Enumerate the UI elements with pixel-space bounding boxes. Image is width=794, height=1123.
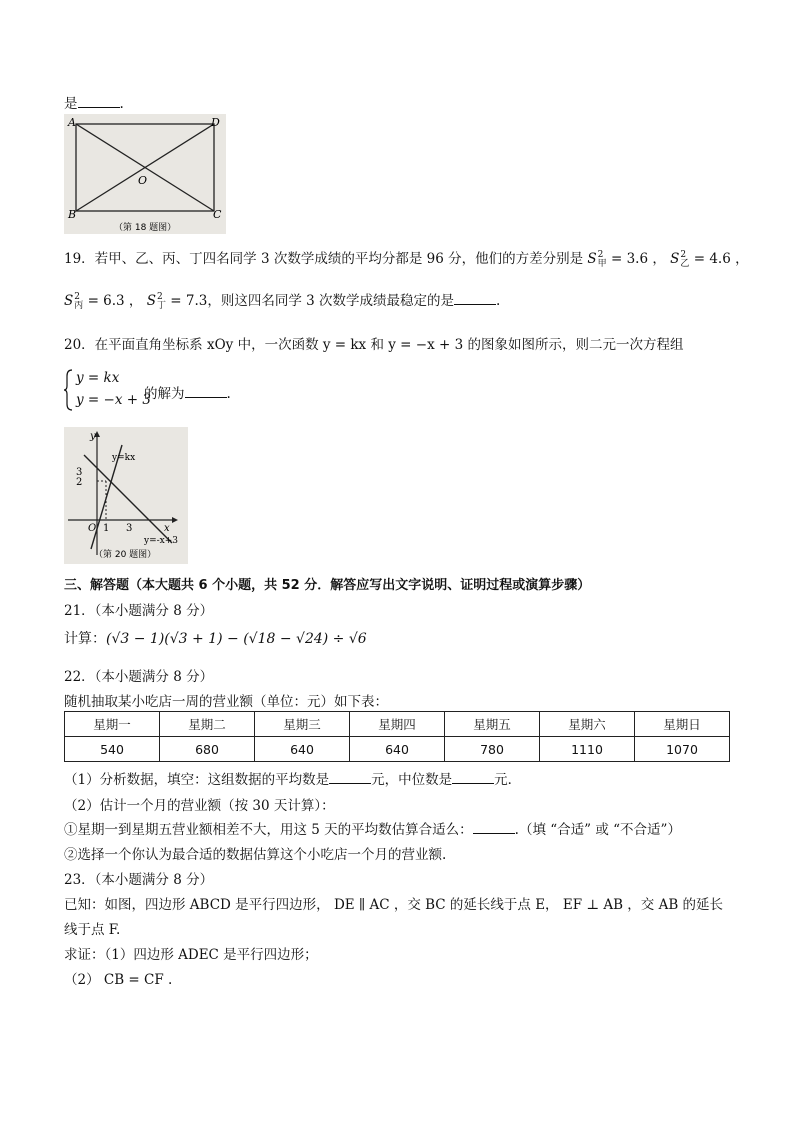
q23-head: 23．（本小题满分 8 分） bbox=[64, 872, 214, 888]
tick-1: 1 bbox=[103, 523, 110, 534]
q22-intro: 随机抽取某小吃店一周的营业额（单位：元）如下表： bbox=[64, 694, 388, 710]
q21-expression: 计算：(√3 − 1)(√3 + 1) − (√18 − √24) ÷ √6 bbox=[64, 631, 367, 647]
origin-label: O bbox=[88, 523, 97, 534]
q23-line4: （2） CB = CF . bbox=[64, 972, 173, 988]
answer-blank bbox=[329, 771, 371, 784]
q19-line2: S2 丙 = 6.3 ， S2 丁 = 7.3，则这四名同学 3 次数学成绩最稳定的是 . bbox=[64, 291, 501, 311]
line-neg-label: y=-x+3 bbox=[144, 536, 179, 546]
table-header-row bbox=[65, 712, 730, 737]
header-cell: 星期六 bbox=[540, 712, 635, 737]
label-d: D bbox=[211, 116, 220, 129]
answer-blank bbox=[78, 95, 120, 108]
q20-line1: 20．在平面直角坐标系 xOy 中，一次函数 y = kx 和 y = −x + 3 的图象如图所示，则二元一次方程组 bbox=[64, 337, 684, 353]
figure-18-caption: （第 18 题图） bbox=[114, 223, 177, 233]
q22-part2: （2）估计一个月的营业额（按 30 天计算）： bbox=[64, 798, 335, 814]
q21-head: 21．（本小题满分 8 分） bbox=[64, 603, 214, 619]
answer-blank bbox=[454, 292, 496, 305]
answer-blank bbox=[185, 385, 227, 398]
equation-1: y = kx bbox=[76, 370, 120, 386]
label-c: C bbox=[213, 208, 222, 221]
axis-x-label: x bbox=[164, 523, 170, 534]
tick-x-3: 3 bbox=[126, 523, 133, 534]
header-cell: 星期五 bbox=[445, 712, 540, 737]
table-row bbox=[65, 737, 730, 762]
header-cell: 星期三 bbox=[255, 712, 350, 737]
header-cell: 星期一 bbox=[65, 712, 160, 737]
brace-icon bbox=[64, 368, 74, 412]
rectangle-diagram bbox=[64, 114, 226, 234]
figure-20 bbox=[64, 427, 188, 564]
q23-line3: 求证：（1）四边形 ADEC 是平行四边形； bbox=[64, 947, 318, 963]
q18-tail: 是 . bbox=[64, 96, 124, 112]
tick-y-2: 2 bbox=[76, 477, 83, 488]
section-3-title: 三、解答题（本大题共 6 个小题，共 52 分．解答应写出文字说明、证明过程或演算步骤） bbox=[64, 578, 591, 593]
figure-18 bbox=[64, 114, 226, 234]
figure-20-caption: （第 20 题图） bbox=[94, 550, 157, 560]
q22-part2-2: ②选择一个你认为最合适的数据估算这个小吃店一个月的营业额. bbox=[64, 847, 447, 863]
value-cell: 640 bbox=[255, 737, 350, 762]
header-cell: 星期四 bbox=[350, 712, 445, 737]
value-cell: 680 bbox=[160, 737, 255, 762]
answer-blank bbox=[452, 771, 494, 784]
revenue-table bbox=[64, 711, 730, 762]
header-cell: 星期日 bbox=[635, 712, 730, 737]
value-cell: 1110 bbox=[540, 737, 635, 762]
q22-part1: （1）分析数据，填空：这组数据的平均数是 元，中位数是 元． bbox=[64, 772, 522, 788]
q22-part2-1: ①星期一到星期五营业额相差不大，用这 5 天的平均数估算合适么： .（填 “合适” 或 “不合适”） bbox=[64, 822, 681, 838]
label-a: A bbox=[68, 116, 76, 129]
header-cell: 星期二 bbox=[160, 712, 255, 737]
equation-2: y = −x + 3 bbox=[76, 392, 151, 408]
label-o: O bbox=[138, 174, 148, 187]
answer-blank bbox=[473, 821, 515, 834]
value-cell: 640 bbox=[350, 737, 445, 762]
graph-diagram bbox=[64, 427, 188, 564]
label-b: B bbox=[68, 208, 77, 221]
tick-y-3: 3 bbox=[76, 467, 83, 478]
q23-line2: 线于点 F. bbox=[64, 922, 121, 938]
q22-head: 22．（本小题满分 8 分） bbox=[64, 669, 214, 685]
q20-suffix: 的解为 . bbox=[144, 386, 231, 402]
value-cell: 780 bbox=[445, 737, 540, 762]
q23-line1: 已知：如图，四边形 ABCD 是平行四边形， DE ∥ AC ，交 BC 的延长线于点 E， EF ⊥ AB ，交 AB 的延长 bbox=[64, 897, 724, 913]
value-cell: 540 bbox=[65, 737, 160, 762]
q19-line1: 19．若甲、乙、丙、丁四名同学 3 次数学成绩的平均分都是 96 分，他们的方差分别是 S2 甲 = 3.6 ， S2 乙 = 4.6 ， bbox=[64, 249, 749, 269]
axis-y-label: y bbox=[90, 431, 96, 442]
line-kx-label: y=kx bbox=[112, 453, 136, 463]
value-cell: 1070 bbox=[635, 737, 730, 762]
